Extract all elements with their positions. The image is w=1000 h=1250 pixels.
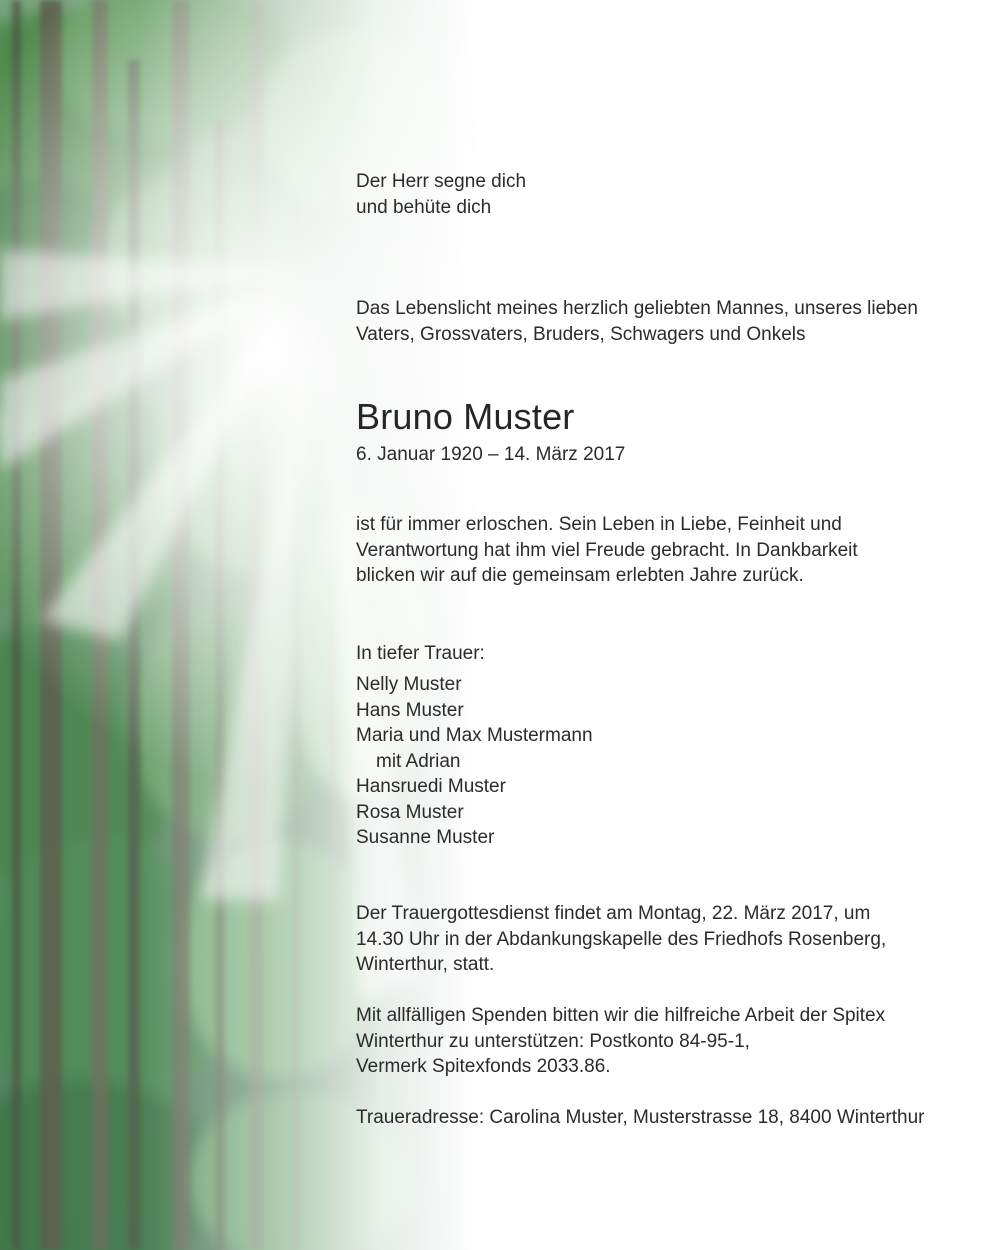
donation-line-3: Vermerk Spitexfonds 2033.86. bbox=[356, 1056, 611, 1077]
mourning-address: Traueradresse: Carolina Muster, Musterstrasse 18, 8400 Winterthur bbox=[356, 1107, 925, 1128]
tribute-line-3: blicken wir auf die gemeinsam erlebten Jahre zurück. bbox=[356, 565, 804, 586]
tribute-line-1: ist für immer erloschen. Sein Leben in Liebe, Feinheit und bbox=[356, 514, 842, 535]
blessing-line-2: und behüte dich bbox=[356, 196, 492, 218]
life-dates: 6. Januar 1920 – 14. März 2017 bbox=[356, 444, 626, 465]
service-info bbox=[356, 901, 976, 978]
service-line-1: Der Trauergottesdienst findet am Montag, 22. März 2017, um bbox=[356, 903, 871, 924]
mourners-heading: In tiefer Trauer: bbox=[356, 643, 485, 664]
tribute-line-2: Verantwortung hat ihm viel Freude gebracht. In Dankbarkeit bbox=[356, 539, 858, 561]
mourner-name: mit Adrian bbox=[376, 750, 461, 772]
mourner-name: Hansruedi Muster bbox=[356, 776, 506, 797]
blessing bbox=[356, 169, 976, 220]
service-line-3: Winterthur, statt. bbox=[356, 954, 495, 975]
mourner-name: Rosa Muster bbox=[356, 801, 464, 823]
deceased-name: Bruno Muster bbox=[356, 396, 575, 437]
mourner-name: Maria und Max Mustermann bbox=[356, 725, 593, 746]
donation-line-1: Mit allfälligen Spenden bitten wir die hilfreiche Arbeit der Spitex bbox=[356, 1005, 886, 1026]
intro-line-2: Vaters, Grossvaters, Bruders, Schwagers und Onkels bbox=[356, 323, 806, 345]
mourner-name: Hans Muster bbox=[356, 699, 464, 721]
blessing-line-1: Der Herr segne dich bbox=[356, 171, 527, 192]
mourner-name: Susanne Muster bbox=[356, 827, 495, 848]
donation-info bbox=[356, 1003, 976, 1080]
mourner-name: Nelly Muster bbox=[356, 674, 462, 695]
intro-line-1: Das Lebenslicht meines herzlich geliebten Mannes, unseres lieben bbox=[356, 298, 918, 319]
service-line-2: 14.30 Uhr in der Abdankungskapelle des Friedhofs Rosenberg, bbox=[356, 928, 887, 950]
donation-line-2: Winterthur zu unterstützen: Postkonto 84-95-1, bbox=[356, 1030, 750, 1052]
mourners-list bbox=[356, 672, 976, 851]
tribute bbox=[356, 512, 976, 589]
announcement-intro bbox=[356, 296, 976, 347]
